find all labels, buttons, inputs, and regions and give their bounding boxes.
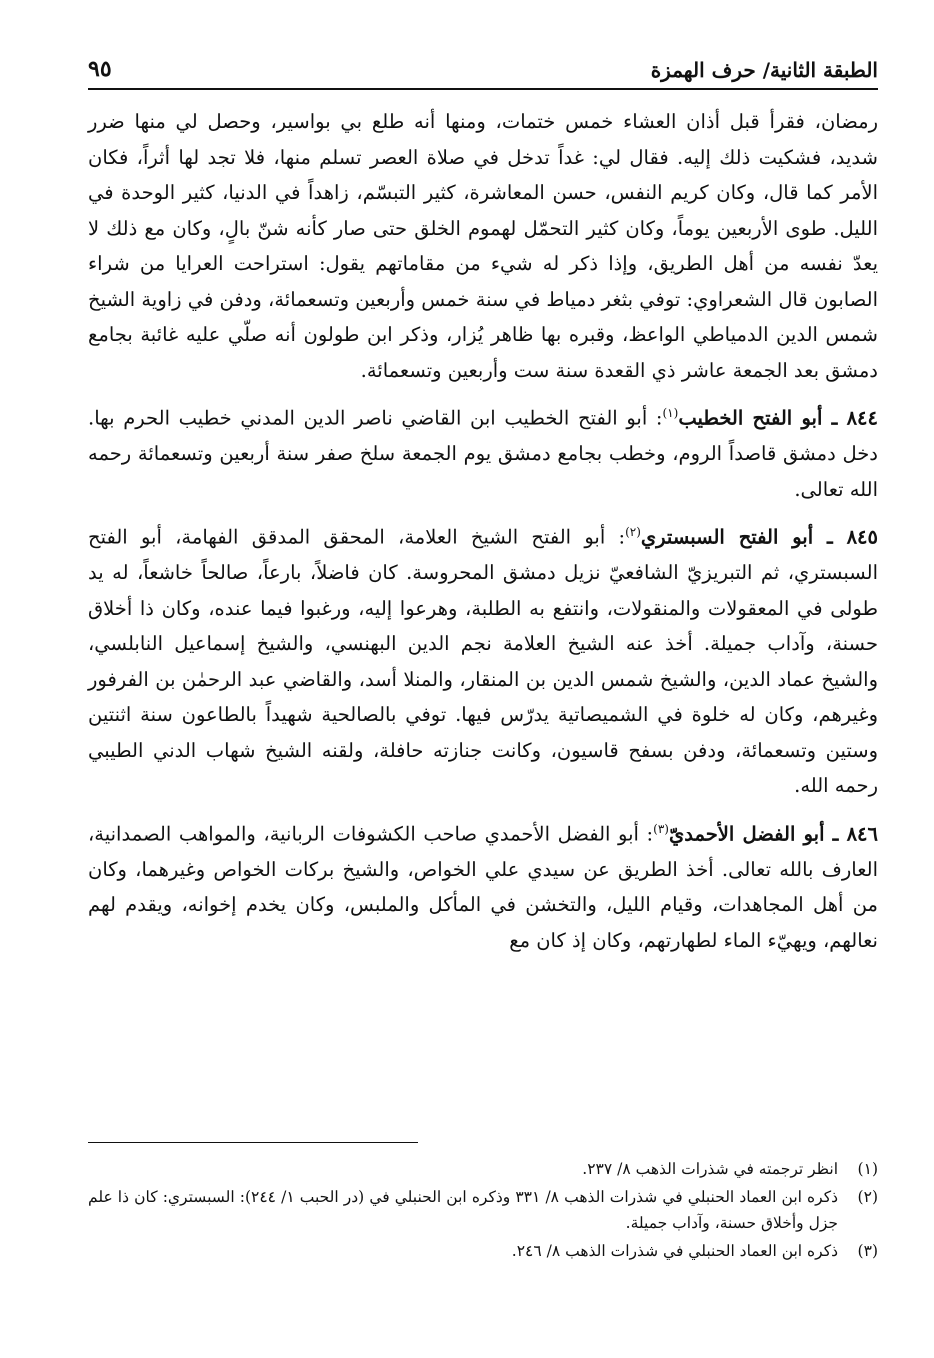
- biography-entry-844: [88, 396, 878, 507]
- biography-entry-845: [88, 515, 878, 804]
- biography-entry-846: [88, 812, 878, 959]
- footnote-3: [88, 1238, 878, 1264]
- entry-text: : أبو الفضل الأحمدي صاحب الكشوفات الربانية، والمواهب الصمدانية، العارف بالله تعالى. أخذ الطريق عن سيدي علي الخواص، والشيخ بركات الخواص وغيرهما، وكان من أهل المجاهدات، وقيام الليل، والتخشن في المأكل والملبس، وكان يخدم إخوانه، ويقدم لهم نعالهم، ويهيّء الماء لطهارتهم، وكان إذ كان مع: [88, 822, 878, 952]
- footnote-text: ذكره ابن العماد الحنبلي في شذرات الذهب ٨/ ٣٣١ وذكره ابن الحنبلي في (در الحبب ١/ ٢٤٤): السبستري: كان ذا علم جزل وأخلاق حسنة، وآداب جميلة.: [88, 1188, 839, 1232]
- footnote-text: انظر ترجمته في شذرات الذهب ٨/ ٢٣٧.: [582, 1160, 838, 1178]
- entry-heading: ٨٤٤ ـ أبو الفتح الخطيب: [678, 406, 878, 430]
- running-header: [88, 52, 878, 90]
- page-number: ٩٥: [88, 56, 112, 82]
- entry-text: : أبو الفتح الخطيب ابن القاضي ناصر الدين المدني خطيب الحرم بها. دخل دمشق قاصداً الروم، وخطب بجامع دمشق يوم الجمعة سلخ صفر سنة أربعين وتسعمائة رحمه الله تعالى.: [88, 406, 878, 501]
- book-page: [88, 52, 878, 1312]
- paragraph-continued: رمضان، فقرأ قبل أذان العشاء خمس ختمات، ومنها أنه طلع بي بواسير، وحصل لي منها ضرر شديد، فشكيت ذلك إليه. فقال لي: غداً تدخل في صلاة العصر تسلم منها، فلا تجد لها أثراً، فكان الأمر كما قال، وكان كريم النفس، حسن المعاشرة، كثير التبسّم، زاهداً في الدنيا، كثير الوحدة في الليل. طوى الأربعين يوماً، وكان كثير التحمّل لهموم الخلق حتى صار كأنه شنّ بالٍ، وكان مع ذلك لا يعدّ نفسه من أهل الطريق، وإذا ذكر له شيء من مقاماتهم يقول: استراحت العرايا من شراء الصابون قال الشعراوي: توفي بثغر دمياط في سنة خمس وأربعين وتسعمائة، ودفن في زاوية الشيخ شمس الدين الدمياطي الواعظ، وقبره بها ظاهر يُزار، وذكر ابن طولون أنه صلّي عليه غائبة بجامع دمشق بعد الجمعة عاشر ذي القعدة سنة ست وأربعين وتسعمائة.: [88, 110, 878, 382]
- footnote-divider: [88, 1142, 418, 1143]
- entry-heading: ٨٤٥ ـ أبو الفتح السبستري: [640, 525, 878, 549]
- footnote-number: (٣): [857, 1242, 878, 1260]
- footnote-reference[interactable]: (١): [662, 406, 679, 420]
- footnote-number: (١): [857, 1160, 878, 1178]
- footnote-2: [88, 1184, 878, 1236]
- footnote-number: (٢): [857, 1188, 878, 1206]
- main-text: [88, 104, 878, 958]
- footnote-text: ذكره ابن العماد الحنبلي في شذرات الذهب ٨/ ٢٤٦.: [511, 1242, 838, 1260]
- entry-heading: ٨٤٦ ـ أبو الفضل الأحمديّ: [668, 822, 878, 845]
- entry-text: : أبو الفتح الشيخ العلامة، المحقق المدقق الفهامة، أبو الفتح السبستري، ثم التبريزيّ الشافعيّ نزيل دمشق المحروسة. كان فاضلاً، بارعاً، صالحاً خاشعاً، له يد طولى في المعقولات والمنقولات، وانتفع به الطلبة، وهرعوا إليه، ورغبوا فيما عنده، وكان ذا أخلاق حسنة، وآداب جميلة. أخذ عنه الشيخ العلامة نجم الدين البهنسي، والشيخ إسماعيل النابلسي، والشيخ عماد الدين، والشيخ شمس الدين بن المنقار، والمنلا أسد، والقاضي عبد الرحمٰن بن الفرفور وغيرهم، وكان له خلوة في الشميصاتية يدرّس فيها. توفي بالصالحية شهيداً بالطاعون سنة اثنتين وستين وتسعمائة، ودفن بسفح قاسيون، وكانت جنازته حافلة، ولقنه الشيخ شهاب الدني الطيبي رحمه الله.: [88, 525, 878, 797]
- footnote-reference[interactable]: (٢): [625, 525, 641, 539]
- footnote-1: [88, 1156, 878, 1182]
- running-header-title: الطبقة الثانية/ حرف الهمزة: [650, 58, 878, 82]
- footnote-reference[interactable]: (٣): [653, 821, 669, 836]
- footnotes: [88, 1156, 878, 1266]
